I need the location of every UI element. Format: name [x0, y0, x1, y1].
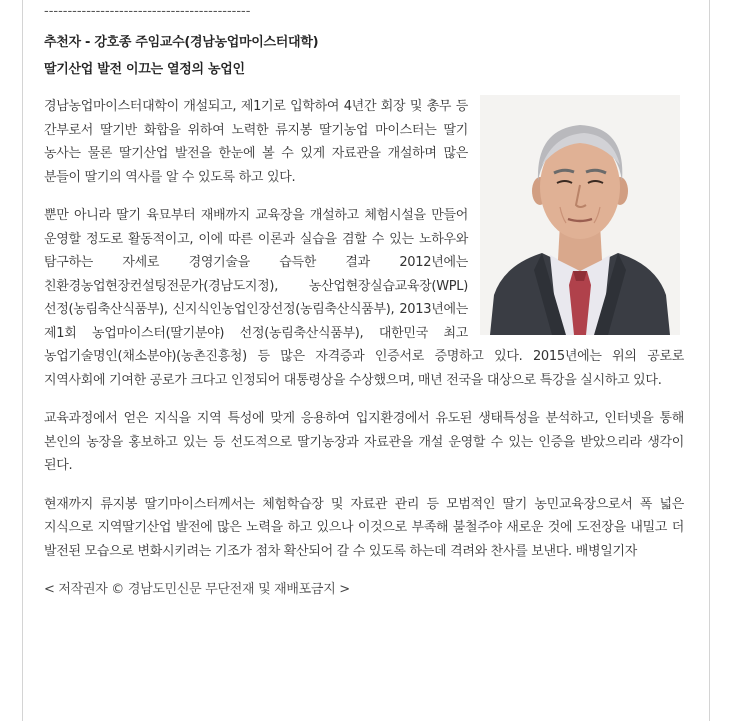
copyright-notice: < 저작권자 © 경남도민신문 무단전재 및 재배포금지 > [44, 582, 350, 597]
portrait-photo [480, 95, 680, 335]
article-paragraph: 교육과정에서 얻은 지식을 지역 특성에 맞게 응용하여 입지환경에서 유도된 생태특성을 분석하고, 인터넷을 통해 본인의 농장을 홍보하고 있는 등 선도적으로 딸기농장과 자료관을 개설 운영할 수 있는 인증을 받았으리라 생각이 된다. [44, 411, 684, 473]
article-paragraph: 경남농업마이스터대학이 개설되고, 제1기로 입학하여 4년간 회장 및 총무 등 간부로서 딸기반 화합을 위하여 노력한 류지봉 딸기농업 마이스터는 딸기 농사는 물론 딸기산업 발전을 한눈에 볼 수 있게 자료관을 개설하며 많은 분들이 딸기의 역사를 알 수 있도록 하고 있다. [44, 99, 468, 185]
man-portrait-icon [480, 95, 680, 335]
article-paragraph: 현재까지 류지봉 딸기마이스터께서는 체험학습장 및 자료관 관리 등 모범적인 딸기 농민교육장으로서 폭 넓은 지식으로 지역딸기산업 발전에 많은 노력을 하고 있으나 이것으로 부족해 불철주야 새로운 것에 도전장을 내밀고 더 발전된 모습으로 변화시키려는 기조가 점차 확산되어 갈 수 있도록 하는데 격려와 찬사를 보낸다. 배병일기자 [44, 496, 684, 559]
article-paragraph: 뿐만 아니라 딸기 육묘부터 재배까지 교육장을 개설하고 체험시설을 만들어 운영할 정도로 활동적이고, 이에 따른 이론과 실습을 겸할 수 있는 노하우와 탐구하는 자세로 경영기술을 습득한 결과 2012년에는 친환경농업현장컨설팅전문가(경남도지정), 농산업현장실습교육장(WPL) 선정(농림축산식품부), 신지식인농업인장선정(농림축산식품부), 2013년에는 제1회 농업마이스터(딸기분야) 선정(농림축산식품부), 대한민국 최고 농업기술명인(채소분야)(농촌진흥청) 등 많은 자격증과 인증서로 증명하고 있다. 2015년에는 위의 공로로 지역사회에 기여한 공로가 크다고 인정되어 대통령상을 수상했으며, 매년 전국을 대상으로 특강을 실시하고 있다. [44, 208, 684, 388]
recommender-headline: 추천자 - 강호종 주임교수(경남농업마이스터대학) [44, 35, 319, 50]
divider-line: -------------------------------------------- [44, 4, 251, 19]
article-body [44, 0, 684, 602]
article-subheadline: 딸기산업 발전 이끄는 열정의 농업인 [44, 62, 245, 77]
